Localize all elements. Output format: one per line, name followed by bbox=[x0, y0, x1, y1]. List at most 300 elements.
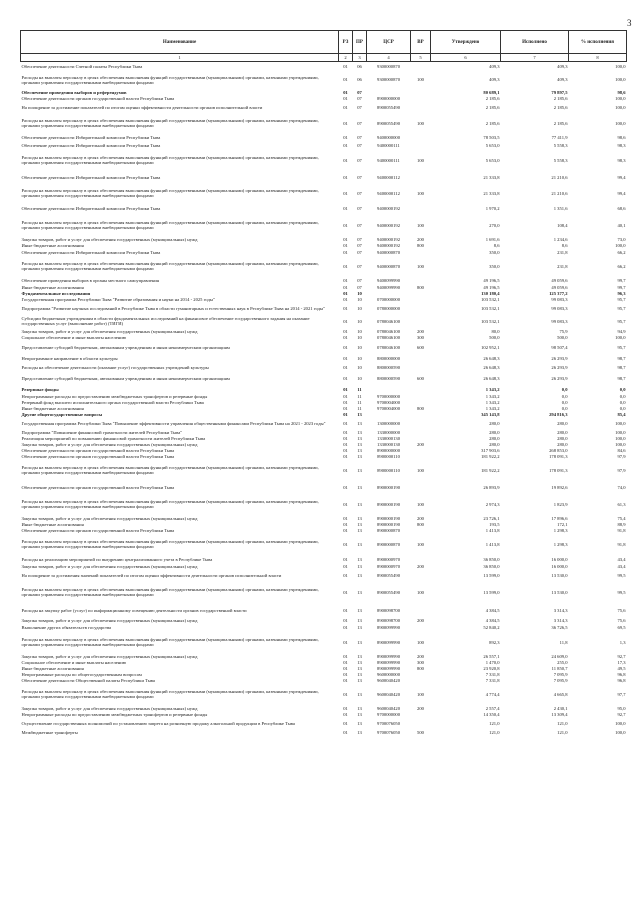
row-rz: 01 bbox=[343, 720, 348, 726]
row-csr: 9600040420 bbox=[377, 677, 400, 683]
row-approved: 1 413,8 bbox=[485, 527, 500, 533]
row-percent: 61,3 bbox=[617, 501, 626, 507]
row-executed: 2 185,6 bbox=[553, 120, 568, 126]
row-executed: 294 816,3 bbox=[549, 411, 568, 417]
row-percent: 99,7 bbox=[617, 277, 626, 283]
row-rz: 01 bbox=[343, 572, 348, 578]
row-name: Резервный фонд высшего исполнительного органа государственной власти Республики Тыва bbox=[21, 399, 204, 405]
row-pr: 10 bbox=[357, 290, 362, 296]
row-rz: 01 bbox=[343, 328, 348, 334]
row-name: Выполнение других обязательств государства bbox=[21, 624, 112, 630]
row-pr: 07 bbox=[357, 284, 362, 290]
column-number: 8 bbox=[569, 54, 627, 62]
row-name: Расходы на закупку работ (услуг) по информационному освещению деятельности органов государственной власти bbox=[21, 607, 247, 613]
table-row bbox=[21, 314, 627, 328]
row-executed: 2 430,1 bbox=[553, 705, 568, 711]
row-percent: 97,9 bbox=[617, 453, 626, 459]
row-pr: 13 bbox=[357, 501, 362, 507]
row-csr: 9400000112 bbox=[377, 174, 400, 180]
row-vr bbox=[411, 302, 431, 314]
row-csr: 8900000870 bbox=[377, 527, 400, 533]
row-rz: 01 bbox=[343, 429, 348, 435]
row-vr: 300 bbox=[417, 659, 424, 665]
row-approved: 23 726,1 bbox=[483, 515, 500, 521]
row-pr: 11 bbox=[357, 386, 362, 392]
row-vr: 200 bbox=[417, 563, 424, 569]
row-pr: 13 bbox=[357, 691, 362, 697]
row-name: Непрограммные расходы по общегосударственным вопросам bbox=[21, 671, 142, 677]
row-vr bbox=[411, 603, 431, 617]
row-percent: 100,0 bbox=[615, 720, 626, 726]
row-name: Закупка товаров, работ и услуг для обеспечения государственных (муниципальных) нужд bbox=[21, 328, 198, 334]
row-executed: 231,8 bbox=[557, 263, 568, 269]
row-executed: 121,0 bbox=[557, 720, 568, 726]
row-approved: 4 774,4 bbox=[485, 691, 500, 697]
row-percent: 100,0 bbox=[615, 429, 626, 435]
row-pr: 10 bbox=[357, 305, 362, 311]
row-csr: 8900099990 bbox=[377, 624, 400, 630]
row-vr: 100 bbox=[417, 120, 424, 126]
row-pr: 07 bbox=[357, 263, 362, 269]
row-pr: 13 bbox=[357, 617, 362, 623]
row-csr: 8900055490 bbox=[377, 104, 400, 110]
row-vr bbox=[411, 141, 431, 149]
header-row bbox=[21, 31, 627, 54]
row-vr: 100 bbox=[417, 263, 424, 269]
row-pr: 07 bbox=[357, 249, 362, 255]
row-executed: 19 892,6 bbox=[551, 484, 568, 490]
row-rz: 01 bbox=[343, 104, 348, 110]
row-approved: 80,0 bbox=[491, 328, 500, 334]
row-executed: 1 234,6 bbox=[553, 236, 568, 242]
row-percent: 95,7 bbox=[617, 296, 626, 302]
row-vr: 200 bbox=[417, 328, 424, 334]
row-approved: 49 196,5 bbox=[483, 277, 500, 283]
row-pr: 06 bbox=[357, 63, 362, 69]
row-executed: 75,9 bbox=[559, 328, 568, 334]
row-name: Закупка товаров, работ и услуг для обеспечения государственных (муниципальных) нужд bbox=[21, 653, 198, 659]
row-csr: 9400000192 bbox=[377, 222, 400, 228]
row-percent: 74,0 bbox=[617, 484, 626, 490]
row-rz: 01 bbox=[343, 607, 348, 613]
row-csr: 8900000110 bbox=[377, 453, 400, 459]
row-vr bbox=[411, 62, 431, 71]
row-rz: 01 bbox=[343, 653, 348, 659]
row-rz: 01 bbox=[343, 318, 348, 324]
table-row bbox=[21, 603, 627, 617]
row-executed: 178 091,3 bbox=[549, 467, 568, 473]
column-number: 2 bbox=[339, 54, 353, 62]
row-rz: 01 bbox=[343, 284, 348, 290]
row-percent: 0,0 bbox=[619, 405, 626, 411]
row-name: Государственная программа Республики Тыва "Повышение эффективности управления общественными финансами Республики Тыва на 2021 - 2023 годы" bbox=[21, 420, 326, 426]
row-rz: 01 bbox=[343, 120, 348, 126]
row-approved: 1 343,2 bbox=[485, 405, 500, 411]
row-vr bbox=[411, 101, 431, 113]
row-percent: 73,0 bbox=[617, 236, 626, 242]
row-executed: 1 298,3 bbox=[553, 527, 568, 533]
row-csr: 0780000000 bbox=[377, 305, 400, 311]
row-percent: 0,0 bbox=[619, 393, 626, 399]
row-pr: 13 bbox=[357, 705, 362, 711]
row-executed: 79 897,5 bbox=[551, 89, 568, 95]
row-rz: 01 bbox=[343, 624, 348, 630]
row-approved: 350,0 bbox=[489, 263, 500, 269]
row-rz: 01 bbox=[343, 691, 348, 697]
row-percent: 95,7 bbox=[617, 305, 626, 311]
row-percent: 94,9 bbox=[617, 328, 626, 334]
row-approved: 21 333,8 bbox=[483, 190, 500, 196]
row-percent: 68,6 bbox=[617, 206, 626, 211]
row-vr bbox=[411, 248, 431, 256]
row-approved: 103 532,1 bbox=[481, 296, 500, 302]
row-name: Обеспечение деятельности Общественной палаты Республики Тыва bbox=[21, 677, 155, 683]
row-name: Фундаментальные исследования bbox=[21, 290, 91, 296]
row-percent: 49,5 bbox=[617, 665, 626, 671]
row-pr: 13 bbox=[357, 572, 362, 578]
row-name: Обеспечение деятельности Избирательной комиссии Республики Тыва bbox=[21, 174, 161, 180]
row-approved: 121,0 bbox=[489, 729, 500, 735]
row-percent: 100,0 bbox=[615, 242, 626, 248]
row-vr bbox=[411, 203, 431, 214]
row-percent: 1,3 bbox=[619, 639, 626, 645]
row-percent: 100,0 bbox=[615, 729, 626, 735]
row-percent: 100,0 bbox=[615, 95, 626, 101]
row-approved: 892,3 bbox=[489, 639, 500, 645]
row-name: Расходы на выплаты персоналу в целях обеспечения выполнения функций государственными (муниципальными) органами, казенными учреждениями, органами управления государственными внебюджетными фондами bbox=[21, 587, 319, 597]
row-approved: 130 180,4 bbox=[481, 290, 500, 296]
row-csr bbox=[367, 385, 411, 393]
row-rz: 01 bbox=[343, 356, 348, 361]
row-rz: 01 bbox=[343, 77, 348, 82]
row-name: Расходы на выплаты персоналу в целях обеспечения выполнения функций государственными (муниципальными) органами, казенными учреждениями, органами управления государственными внебюджетными фондами bbox=[21, 689, 319, 699]
row-name: Расходы на выплаты персоналу в целях обеспечения выполнения функций государственными (муниципальными) органами, казенными учреждениями, органами управления государственными внебюджетными фондами bbox=[21, 155, 319, 165]
table-row bbox=[21, 354, 627, 363]
row-percent: 92,7 bbox=[617, 653, 626, 659]
row-approved: 4 384,5 bbox=[485, 617, 500, 623]
row-csr: 9700004000 bbox=[377, 399, 400, 405]
row-approved: 103 532,1 bbox=[481, 318, 500, 324]
row-csr: 9700076050 bbox=[377, 729, 400, 735]
row-rz: 01 bbox=[343, 677, 348, 683]
row-csr: 0780046100 bbox=[377, 344, 400, 350]
row-percent: 99,4 bbox=[617, 190, 626, 196]
row-vr: 500 bbox=[417, 729, 424, 735]
row-percent: 98,6 bbox=[617, 89, 626, 95]
table-row bbox=[21, 141, 627, 149]
row-pr: 13 bbox=[357, 429, 362, 435]
row-executed: 4 665,8 bbox=[553, 691, 568, 697]
row-rz: 01 bbox=[343, 541, 348, 547]
row-executed: 0,0 bbox=[561, 393, 568, 399]
row-vr: 100 bbox=[417, 691, 424, 697]
row-vr: 200 bbox=[417, 236, 424, 242]
row-name: Социальное обеспечение и иные выплаты населению bbox=[21, 334, 127, 340]
row-name: Расходы на выплаты персоналу в целях обеспечения выполнения функций государственными (муниципальными) органами, казенными учреждениями, органами управления государственными внебюджетными фондами bbox=[21, 261, 319, 271]
table-row bbox=[21, 569, 627, 581]
row-rz: 01 bbox=[343, 453, 348, 459]
row-pr: 13 bbox=[357, 541, 362, 547]
column-number: 3 bbox=[353, 54, 367, 62]
row-percent: 98,7 bbox=[617, 375, 626, 381]
row-approved: 4 384,5 bbox=[485, 607, 500, 613]
row-executed: 2 185,6 bbox=[553, 95, 568, 101]
row-approved: 2 185,6 bbox=[485, 95, 500, 101]
row-vr: 100 bbox=[417, 541, 424, 547]
row-name: Обеспечение деятельности Избирательной комиссии Республики Тыва bbox=[21, 249, 161, 255]
row-csr: 9400000111 bbox=[377, 157, 400, 163]
row-rz: 01 bbox=[343, 157, 348, 163]
row-rz: 01 bbox=[343, 671, 348, 677]
row-name: На поощрение за достижения значений показателей по итогам оценки эффективности деятельности органов исполнительной власти bbox=[21, 572, 282, 578]
row-executed: 125 377,2 bbox=[549, 290, 568, 296]
row-vr: 800 bbox=[417, 521, 424, 527]
row-approved: 26 893,9 bbox=[483, 484, 500, 490]
row-csr: 8900099990 bbox=[377, 639, 400, 645]
row-approved: 1 343,2 bbox=[485, 386, 500, 392]
row-approved: 36 850,0 bbox=[483, 556, 500, 562]
row-name: Обеспечение деятельности Счетной палаты Республики Тыва bbox=[21, 63, 143, 69]
row-pr: 11 bbox=[357, 399, 362, 405]
row-pr: 13 bbox=[357, 607, 362, 613]
row-vr: 100 bbox=[417, 157, 424, 163]
row-rz: 01 bbox=[343, 705, 348, 711]
row-name: Осуществление государственных полномочий по установлению запрета на розничную продажу алкогольной продукции в Республике Тыва bbox=[21, 720, 295, 726]
row-name: Непрограммные расходы по предоставлению межбюджетных трансфертов и резервные фонды bbox=[21, 711, 208, 717]
row-csr: 1330000130 bbox=[377, 435, 400, 441]
row-vr bbox=[411, 363, 431, 371]
row-rz: 01 bbox=[343, 375, 348, 381]
row-executed: 99 083,3 bbox=[551, 296, 568, 302]
row-pr: 13 bbox=[357, 659, 362, 665]
row-vr: 100 bbox=[417, 501, 424, 507]
row-executed: 500,0 bbox=[557, 334, 568, 340]
header-csr: ЦСР bbox=[367, 31, 411, 54]
row-csr: 0780046100 bbox=[377, 334, 400, 340]
row-pr: 13 bbox=[357, 677, 362, 683]
row-executed: 1 351,6 bbox=[553, 206, 568, 211]
row-vr: 800 bbox=[417, 405, 424, 411]
row-approved: 7 331,8 bbox=[485, 677, 500, 683]
row-rz: 01 bbox=[343, 527, 348, 533]
table-row bbox=[21, 533, 627, 555]
row-pr: 07 bbox=[357, 142, 362, 148]
row-executed: 11 850,7 bbox=[551, 665, 568, 671]
row-executed: 8,6 bbox=[561, 242, 568, 248]
row-executed: 49 059,6 bbox=[551, 284, 568, 290]
row-approved: 2 185,6 bbox=[485, 104, 500, 110]
row-pr: 11 bbox=[357, 405, 362, 411]
row-vr: 100 bbox=[417, 639, 424, 645]
row-csr: 9400000870 bbox=[377, 263, 400, 269]
row-percent: 100,0 bbox=[615, 77, 626, 82]
row-executed: 280,0 bbox=[557, 441, 568, 447]
row-csr: 8900000190 bbox=[377, 484, 400, 490]
row-name: Обеспечение деятельности органов государственной власти Республики Тыва bbox=[21, 447, 175, 453]
row-approved: 2 974,3 bbox=[485, 501, 500, 507]
table-row bbox=[21, 70, 627, 89]
column-number: 7 bbox=[501, 54, 569, 62]
row-csr: 0780046100 bbox=[377, 318, 400, 324]
table-row bbox=[21, 256, 627, 276]
row-pr: 13 bbox=[357, 711, 362, 717]
table-row bbox=[21, 248, 627, 256]
row-approved: 78 503,5 bbox=[483, 134, 500, 140]
row-csr: 8900099990 bbox=[377, 659, 400, 665]
row-vr: 100 bbox=[417, 467, 424, 473]
row-name: Другие общегосударственные вопросы bbox=[21, 411, 103, 417]
row-approved: 280,0 bbox=[489, 435, 500, 441]
table-row bbox=[21, 623, 627, 631]
row-pr: 13 bbox=[357, 624, 362, 630]
row-vr: 300 bbox=[417, 334, 424, 340]
row-approved: 1 970,2 bbox=[485, 206, 500, 211]
row-name: Обеспечение деятельности Избирательной комиссии Республики Тыва bbox=[21, 142, 161, 148]
row-pr: 13 bbox=[357, 521, 362, 527]
row-vr: 200 bbox=[417, 617, 424, 623]
row-percent: 97,9 bbox=[617, 467, 626, 473]
row-vr bbox=[411, 555, 431, 563]
row-vr bbox=[411, 481, 431, 493]
row-name: Расходы на выплаты персоналу в целях обеспечения выполнения функций государственными (муниципальными) органами, казенными учреждениями, органами управления государственными внебюджетными фондами bbox=[21, 465, 319, 475]
row-percent: 43,4 bbox=[617, 563, 626, 569]
row-pr: 07 bbox=[357, 89, 362, 95]
row-pr: 13 bbox=[357, 653, 362, 659]
row-name: Обеспечение проведения выборов и референдумов bbox=[21, 89, 127, 95]
row-percent: 100,0 bbox=[615, 120, 626, 126]
row-pr: 07 bbox=[357, 120, 362, 126]
table-row bbox=[21, 371, 627, 385]
row-rz: 01 bbox=[343, 589, 348, 595]
row-name: Межбюджетные трансферты bbox=[21, 729, 78, 735]
table-row bbox=[21, 340, 627, 354]
row-csr: 8800000590 bbox=[377, 375, 400, 381]
row-pr: 06 bbox=[357, 77, 362, 82]
row-approved: 121,0 bbox=[489, 720, 500, 726]
row-percent: 98,3 bbox=[617, 157, 626, 163]
row-rz: 01 bbox=[343, 263, 348, 269]
table-row bbox=[21, 493, 627, 515]
row-name: Расходы на обеспечение деятельности (оказание услуг) государственных учреждений культуры bbox=[21, 364, 209, 370]
row-percent: 95,7 bbox=[617, 318, 626, 324]
row-executed: 11,8 bbox=[559, 639, 568, 645]
row-csr: 0700000000 bbox=[377, 296, 400, 302]
table-row bbox=[21, 302, 627, 314]
row-approved: 181 922,2 bbox=[481, 467, 500, 473]
row-csr: 9300000870 bbox=[377, 77, 400, 82]
table-row bbox=[21, 203, 627, 214]
header-rz: РЗ bbox=[339, 31, 353, 54]
row-name: Иные бюджетные ассигнования bbox=[21, 405, 84, 411]
row-vr: 200 bbox=[417, 515, 424, 521]
row-percent: 100,0 bbox=[615, 63, 626, 69]
row-approved: 345 143,8 bbox=[481, 411, 500, 417]
row-rz: 01 bbox=[343, 236, 348, 242]
row-pr: 13 bbox=[357, 441, 362, 447]
row-rz: 01 bbox=[343, 501, 348, 507]
column-number-row bbox=[21, 54, 627, 62]
row-csr: 9400000192 bbox=[377, 236, 400, 242]
row-percent: 40,1 bbox=[617, 222, 626, 228]
row-pr: 07 bbox=[357, 222, 362, 228]
row-executed: 0,0 bbox=[561, 386, 568, 392]
row-rz: 01 bbox=[343, 411, 348, 417]
row-executed: 1 823,9 bbox=[553, 501, 568, 507]
row-name: Иные бюджетные ассигнования bbox=[21, 521, 84, 527]
row-percent: 88,9 bbox=[617, 521, 626, 527]
row-csr: 9700000000 bbox=[377, 711, 400, 717]
row-name: Обеспечение деятельности органов государственной власти Республики Тыва bbox=[21, 484, 175, 490]
row-percent: 100,0 bbox=[615, 441, 626, 447]
row-pr: 11 bbox=[357, 393, 362, 399]
row-approved: 80 689,1 bbox=[483, 89, 500, 95]
row-csr: 8900055490 bbox=[377, 572, 400, 578]
row-pr: 13 bbox=[357, 453, 362, 459]
row-executed: 280,0 bbox=[557, 429, 568, 435]
row-rz: 01 bbox=[343, 484, 348, 490]
row-rz: 01 bbox=[343, 441, 348, 447]
row-pr: 13 bbox=[357, 671, 362, 677]
row-executed: 5 558,3 bbox=[553, 157, 568, 163]
row-vr: 800 bbox=[417, 284, 424, 290]
row-csr: 9400000112 bbox=[377, 190, 400, 196]
row-executed: 16 000,0 bbox=[551, 563, 568, 569]
row-percent: 98,7 bbox=[617, 356, 626, 361]
row-percent: 85,4 bbox=[617, 411, 626, 417]
row-rz: 01 bbox=[343, 447, 348, 453]
row-vr: 100 bbox=[417, 190, 424, 196]
row-percent: 92,7 bbox=[617, 711, 626, 717]
row-percent: 99,4 bbox=[617, 174, 626, 180]
row-csr: 8900099990 bbox=[377, 653, 400, 659]
row-csr: 8900099990 bbox=[377, 665, 400, 671]
row-rz: 01 bbox=[343, 242, 348, 248]
header-vr: ВР bbox=[411, 31, 431, 54]
row-csr: 8800000590 bbox=[377, 364, 400, 370]
table-row bbox=[21, 555, 627, 563]
row-vr: 100 bbox=[417, 589, 424, 595]
row-approved: 280,0 bbox=[489, 441, 500, 447]
row-executed: 2 185,6 bbox=[553, 104, 568, 110]
table-row bbox=[21, 363, 627, 371]
row-percent: 99,7 bbox=[617, 284, 626, 290]
row-percent: 98,6 bbox=[617, 134, 626, 140]
row-pr: 10 bbox=[357, 375, 362, 381]
row-percent: 91,8 bbox=[617, 541, 626, 547]
row-pr: 13 bbox=[357, 589, 362, 595]
row-vr: 600 bbox=[417, 375, 424, 381]
row-percent: 43,4 bbox=[617, 556, 626, 562]
row-rz: 01 bbox=[343, 249, 348, 255]
row-vr bbox=[411, 385, 431, 393]
row-pr: 13 bbox=[357, 665, 362, 671]
row-pr: 07 bbox=[357, 190, 362, 196]
row-percent: 97,7 bbox=[617, 691, 626, 697]
row-vr bbox=[411, 276, 431, 284]
row-executed: 268 853,0 bbox=[549, 447, 568, 453]
row-executed: 26 293,9 bbox=[551, 356, 568, 361]
row-csr: 1300000000 bbox=[377, 420, 400, 426]
row-executed: 99 083,3 bbox=[551, 318, 568, 324]
row-rz: 01 bbox=[343, 334, 348, 340]
row-csr: 9400000870 bbox=[377, 249, 400, 255]
row-executed: 5 558,3 bbox=[553, 142, 568, 148]
row-approved: 1 343,2 bbox=[485, 393, 500, 399]
row-executed: 36 726,5 bbox=[551, 624, 568, 630]
row-executed: 172,1 bbox=[557, 521, 568, 527]
table-row bbox=[21, 683, 627, 705]
header-percent: % исполнения bbox=[569, 31, 627, 54]
